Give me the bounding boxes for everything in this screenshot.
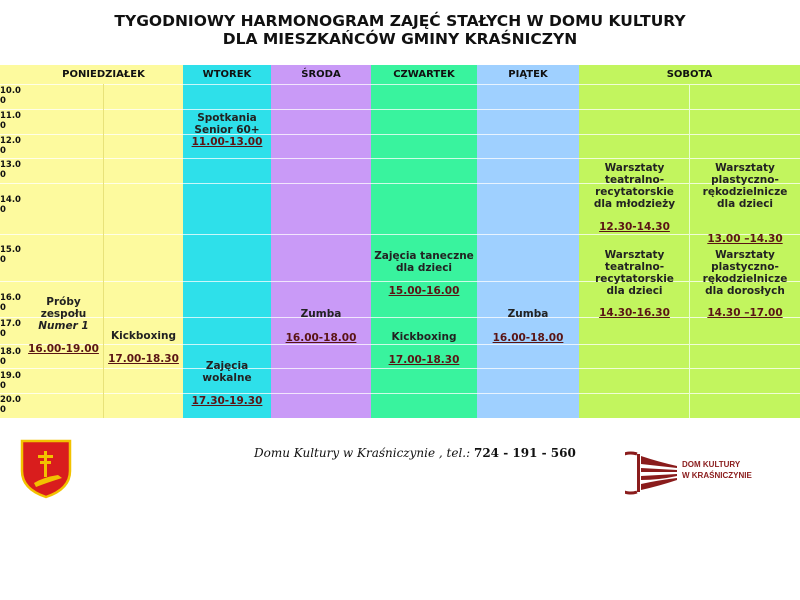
- title-line-1: TYGODNIOWY HARMONOGRAM ZAJĘĆ STAŁYCH W DOMU KULTURY: [114, 12, 686, 30]
- header-friday: PIĄTEK: [508, 69, 548, 80]
- time-label: 19.0 0: [0, 371, 21, 391]
- event-line: recytatorskie: [595, 273, 674, 285]
- time-label: 20.0 0: [0, 395, 21, 415]
- event-proby-zespolu: [24, 296, 103, 355]
- time-label: 15.0 0: [0, 245, 21, 265]
- event-line: dla dzieci: [395, 262, 453, 274]
- row-line: [0, 234, 800, 235]
- event-line: Numer 1: [38, 320, 89, 332]
- header-monday: PONIEDZIAŁEK: [62, 69, 145, 80]
- time-label: 17.0 0: [0, 319, 21, 339]
- event-line: dla dzieci: [606, 285, 663, 297]
- event-time: 16.00-18.00: [492, 332, 564, 344]
- event-time: 15.00-16.00: [388, 285, 460, 297]
- footer-tel: 724 - 191 - 560: [473, 446, 576, 460]
- time-label: 14.0 0: [0, 195, 21, 215]
- event-line: Próby: [46, 296, 81, 308]
- event-time: 11.00-13.00: [191, 136, 263, 148]
- event-line: recytatorskie: [595, 186, 674, 198]
- event-line: Zajęcia taneczne: [374, 250, 474, 262]
- event-line: rękodzielnicze: [702, 273, 788, 285]
- event-kickboxing-monday: [104, 330, 183, 365]
- time-label: 12.0 0: [0, 136, 21, 156]
- event-teatr-dzieci: [580, 249, 689, 319]
- event-line: Warsztaty: [715, 249, 775, 261]
- row-line: [0, 368, 800, 369]
- header-thursday: CZWARTEK: [393, 69, 455, 80]
- logo-line-2: W KRAŚNICZYNIE: [682, 471, 752, 480]
- event-zumba-friday: [477, 308, 579, 344]
- event-line: Kickboxing: [391, 331, 457, 343]
- page-title: [0, 12, 800, 48]
- time-label: 11.0 0: [0, 111, 21, 131]
- event-line: Senior 60+: [194, 124, 260, 136]
- header-tuesday: WTOREK: [202, 69, 252, 80]
- row-line: [0, 109, 800, 110]
- footer-tel-label: tel.:: [446, 446, 471, 460]
- event-time: 14.30 –17.00: [707, 307, 783, 319]
- row-line: [0, 134, 800, 135]
- event-plast-dzieci: [690, 162, 800, 245]
- event-line: Warsztaty: [604, 162, 665, 174]
- event-zumba-wednesday: [271, 308, 371, 344]
- time-label: 10.0 0: [0, 86, 21, 106]
- header-saturday: SOBOTA: [666, 69, 713, 80]
- event-line: rękodzielnicze: [702, 186, 788, 198]
- event-line: wokalne: [202, 372, 252, 384]
- event-teatr-mlodziez: [580, 162, 689, 233]
- event-time: 13.00 –14.30: [707, 233, 783, 245]
- schedule-grid: [0, 65, 800, 418]
- event-time: 17.30-19.30: [191, 395, 263, 407]
- event-line: plastyczno-: [711, 174, 779, 186]
- event-time: 16.00-19.00: [28, 343, 99, 355]
- event-line: dla młodzieży: [593, 198, 676, 210]
- row-line: [0, 84, 800, 85]
- event-time: 16.00-18.00: [285, 332, 357, 344]
- event-line: dla dzieci: [716, 198, 774, 210]
- header-wednesday: ŚRODA: [301, 69, 341, 80]
- event-line: Warsztaty: [715, 162, 775, 174]
- event-line: teatralno-: [604, 174, 665, 186]
- event-line: teatralno-: [604, 261, 665, 273]
- event-line: Zajęcia: [205, 360, 249, 372]
- event-time: 14.30-16.30: [599, 307, 670, 319]
- time-label: 18.0 0: [0, 347, 21, 367]
- logo-line-1: DOM KULTURY: [682, 460, 741, 469]
- event-time: 12.30-14.30: [599, 221, 670, 233]
- event-senior: [183, 112, 271, 148]
- event-line: plastyczno-: [711, 261, 779, 273]
- row-line: [0, 418, 800, 419]
- event-line: Warsztaty: [604, 249, 665, 261]
- event-line: dla dorosłych: [705, 285, 785, 297]
- event-line: Zumba: [300, 308, 342, 320]
- time-label: 16.0 0: [0, 293, 21, 313]
- event-time: 17.00-18.30: [108, 353, 179, 365]
- title-line-2: DLA MIESZKAŃCÓW GMINY KRAŚNICZYN: [222, 30, 578, 48]
- event-line: Spotkania: [197, 112, 257, 124]
- event-taneczne: [371, 250, 477, 297]
- event-wokalne: [183, 360, 271, 407]
- column-wednesday: [271, 65, 371, 418]
- gmina-crest-icon: [18, 437, 74, 499]
- footer-contact: [254, 446, 576, 460]
- dom-kultury-logo: [625, 450, 755, 496]
- event-time: 17.00-18.30: [388, 354, 460, 366]
- event-line: zespołu: [40, 308, 87, 320]
- row-line: [0, 393, 800, 394]
- row-line: [0, 158, 800, 159]
- footer-org: Domu Kultury w Kraśniczynie ,: [254, 446, 443, 460]
- event-kickboxing-thursday: [371, 331, 477, 366]
- dom-kultury-logo-icon: [625, 450, 681, 496]
- event-plast-dorosli: [690, 249, 800, 319]
- time-label: 13.0 0: [0, 160, 21, 180]
- divider-monday: [103, 84, 104, 418]
- event-line: Zumba: [507, 308, 549, 320]
- column-friday: [477, 65, 579, 418]
- event-line: Kickboxing: [110, 330, 177, 342]
